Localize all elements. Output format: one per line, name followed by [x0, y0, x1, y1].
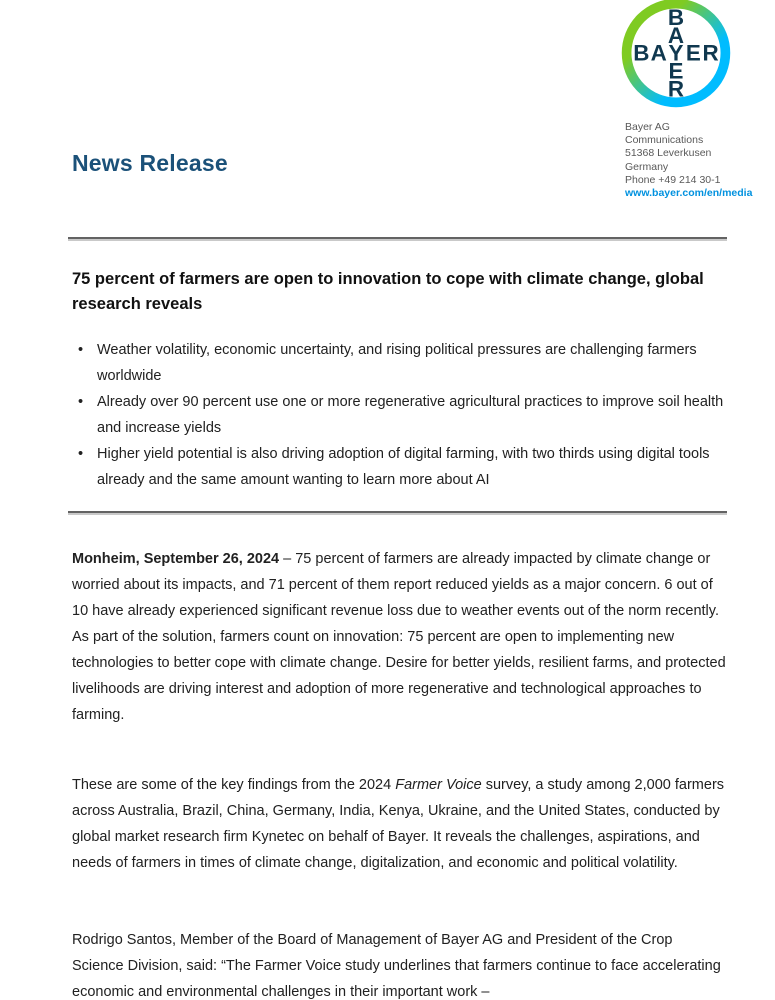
list-item	[72, 337, 730, 389]
media-website-link[interactable]: www.bayer.com/en/media	[625, 187, 753, 200]
dateline: Monheim, September 26, 2024	[72, 551, 280, 567]
bullet-dot-icon: •	[78, 446, 84, 462]
svg-text:R: R	[667, 76, 685, 102]
svg-text:E: E	[685, 40, 701, 66]
svg-text:E: E	[668, 58, 684, 84]
svg-text:A: A	[650, 40, 667, 66]
contact-postal-code-city: 51368 Leverkusen	[625, 147, 712, 160]
body-divider-rule	[68, 511, 727, 515]
bullet-dot-icon: •	[78, 342, 84, 358]
contact-department: Communications	[625, 134, 704, 147]
list-item	[72, 389, 730, 441]
body-paragraph-quote	[72, 927, 728, 1000]
top-divider-rule	[68, 237, 727, 241]
svg-text:B: B	[667, 4, 685, 30]
bullet-dot-icon: •	[78, 394, 84, 410]
list-item	[72, 441, 730, 493]
svg-text:Y: Y	[668, 40, 684, 66]
paragraph-text: Rodrigo Santos, Member of the Board of Management of Bayer AG and President of the Crop Science Division, said: “The Farmer Voice study underlines that farmers continue to face accelerating economic and environmental challenges in their important work –	[72, 932, 721, 1000]
bullet-text: Already over 90 percent use one or more regenerative agricultural practices to improve soil health and increase yields	[97, 394, 724, 436]
bayer-logo-icon	[621, 0, 731, 108]
contact-country: Germany	[625, 160, 669, 173]
paragraph-text: – 75 percent of farmers are already impacted by climate change or worried about its impacts, and 71 percent of them report reduced yields as a major concern. 6 out of 10 have already experienced significant revenue loss due to weather events out of the norm recently. As part of the solution, farmers count on innovation: 75 percent are open to implementing new technologies to better cope with climate change. Desire for better yields, resilient farms, and protected livelihoods are driving interest and adoption of more regenerative and technological approaches to farming.	[72, 551, 726, 723]
contact-company: Bayer AG	[625, 121, 670, 133]
summary-bullet-list	[72, 337, 730, 493]
survey-name-italic: Farmer Voice	[395, 777, 482, 793]
bullet-text: Weather volatility, economic uncertainty, and rising political pressures are challenging farmers worldwide	[97, 342, 697, 384]
news-release-title: News Release	[72, 150, 228, 176]
body-paragraph-survey	[72, 772, 728, 876]
bullet-text: Higher yield potential is also driving adoption of digital farming, with two thirds using digital tools already and the same amount wanting to learn more about AI	[97, 446, 710, 488]
paragraph-text: survey, a study among 2,000 farmers across Australia, Brazil, China, Germany, India, Kenya, Ukraine, and the United States, conducted by global market research firm Kynetec on behalf of Bayer. It reveals the challenges, aspirations, and needs of farmers in times of climate change, digitalization, and economic and political volatility.	[72, 777, 725, 871]
contact-phone: Phone +49 214 30-1	[625, 173, 721, 186]
contact-block	[625, 121, 752, 200]
svg-text:A: A	[667, 22, 685, 48]
svg-text:R: R	[702, 40, 719, 66]
press-release-headline: 75 percent of farmers are open to innovation to cope with climate change, global research reveals	[72, 270, 704, 313]
svg-text:B: B	[633, 40, 650, 66]
paragraph-text: These are some of the key findings from the 2024	[72, 777, 396, 793]
body-paragraph-dateline	[72, 546, 728, 728]
